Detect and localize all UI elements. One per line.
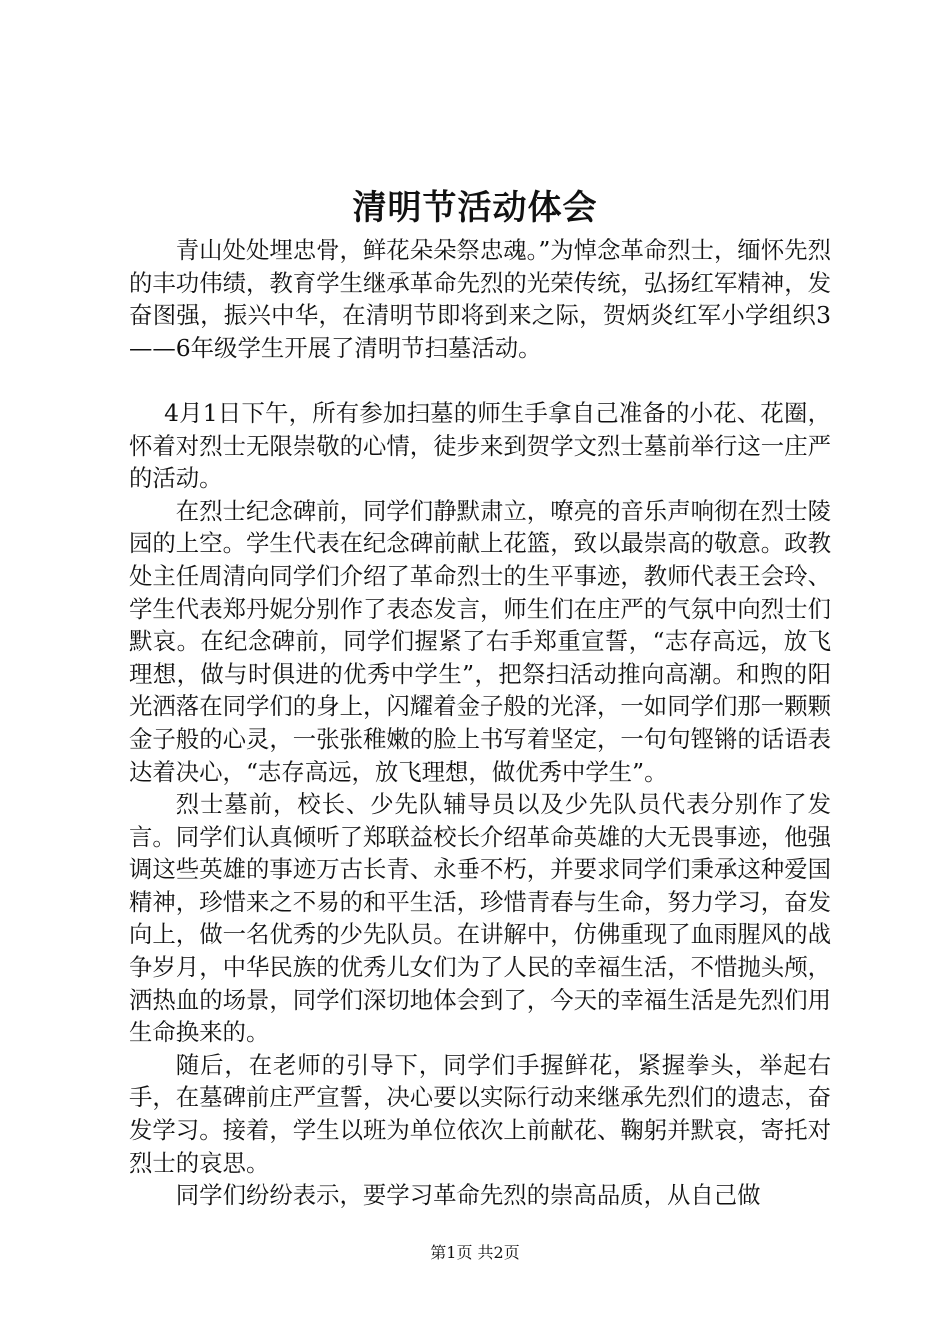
paragraph-oath: 随后，在老师的引导下，同学们手握鲜花，紧握拳头，举起右手，在墓碑前庄严宣誓，决心要以实际行动来继承先烈们的遗志，奋发学习。接着，学生以班为单位依次上前献花、鞠躬并默哀，寄托对烈士的哀思。 bbox=[129, 1050, 831, 1177]
paragraph-tomb-speeches: 烈士墓前，校长、少先队辅导员以及少先队员代表分别作了发言。同学们认真倾听了郑联益校长介绍革命英雄的大无畏事迹，他强调这些英雄的事迹万古长青、永垂不朽，并要求同学们秉承这种爱国精神，珍惜来之不易的和平生活，珍惜青春与生命，努力学习，奋发向上，做一名优秀的少先队员。在讲解中，仿佛重现了血雨腥风的战争岁月，中华民族的优秀儿女们为了人民的幸福生活，不惜抛头颅，洒热血的场景，同学们深切地体会到了，今天的幸福生活是先烈们用生命换来的。 bbox=[129, 790, 831, 1047]
document-body bbox=[129, 234, 831, 1212]
document-title: 清明节活动体会 bbox=[352, 188, 598, 228]
paragraph-april-first: 4月1日下午，所有参加扫墓的师生手拿自己准备的小花、花圈，怀着对烈士无限崇敬的心情，徒步来到贺学文烈士墓前举行这一庄严的活动。 bbox=[129, 398, 831, 493]
paragraph-spacer bbox=[129, 364, 831, 397]
paragraph-monument: 在烈士纪念碑前，同学们静默肃立，嘹亮的音乐声响彻在烈士陵园的上空。学生代表在纪念碑前献上花篮，致以最崇高的敬意。政教处主任周清向同学们介绍了革命烈士的生平事迹，教师代表王会玲、学生代表郑丹妮分别作了表态发言，师生们在庄严的气氛中向烈士们默哀。在纪念碑前，同学们握紧了右手郑重宣誓，“志存高远，放飞理想，做与时俱进的优秀中学生”，把祭扫活动推向高潮。和煦的阳光洒落在同学们的身上，闪耀着金子般的光泽，一如同学们那一颗颗金子般的心灵，一张张稚嫩的脸上书写着坚定，一句句铿锵的话语表达着决心，“志存高远，放飞理想，做优秀中学生”。 bbox=[129, 496, 831, 786]
paragraph-students-express: 同学们纷纷表示，要学习革命先烈的崇高品质，从自己做 bbox=[175, 1181, 761, 1210]
paragraph-intro: 青山处处埋忠骨，鲜花朵朵祭忠魂。”为悼念革命烈士，缅怀先烈的丰功伟绩，教育学生继承革命先烈的光荣传统，弘扬红军精神，发奋图强，振兴中华，在清明节即将到来之际，贺炳炎红军小学组织3——6年级学生开展了清明节扫墓活动。 bbox=[129, 236, 831, 362]
page-number-footer: 第1页 共2页 bbox=[430, 1243, 520, 1262]
